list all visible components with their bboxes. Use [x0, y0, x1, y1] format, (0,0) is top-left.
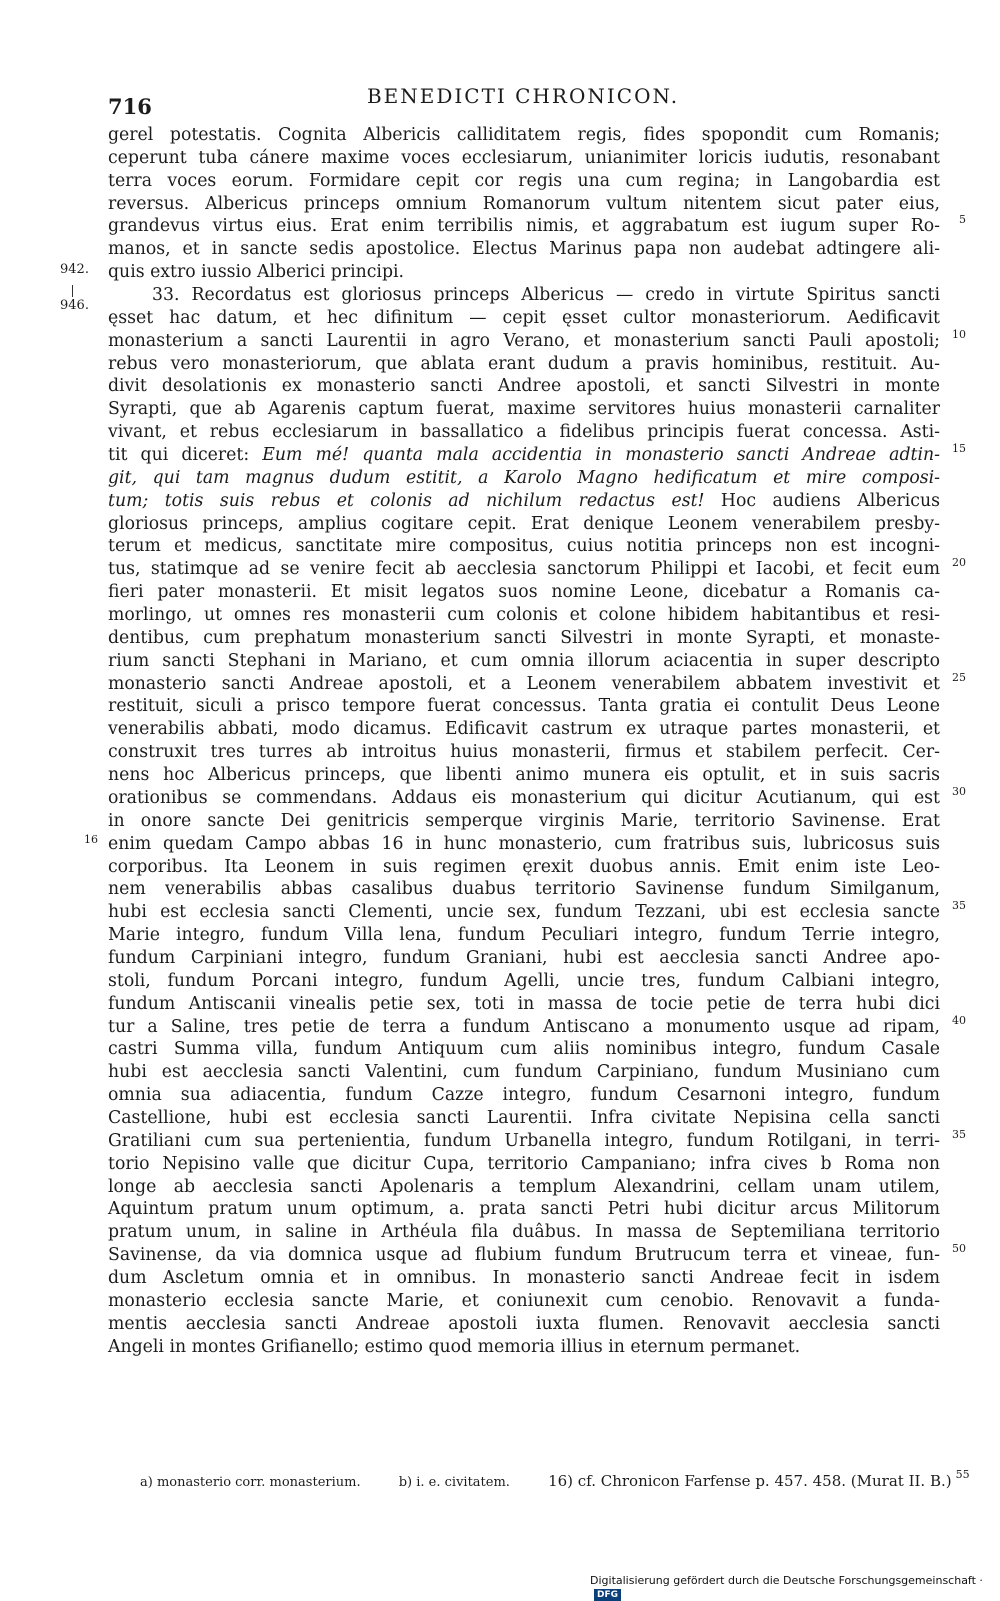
line-text: monasterio ecclesia sancte Marie, et coniunexit cum cenobio. Renovavit a funda- — [108, 1290, 940, 1311]
line-text: monasterio sancti Andreae apostoli, et a Leonem venerabilem abbatem investivit et — [108, 673, 940, 694]
text-line — [108, 1242, 966, 1267]
page-header — [108, 84, 938, 119]
text-line — [108, 1013, 966, 1039]
text-line — [108, 993, 940, 1016]
footnote-a: a) monasterio corr. monasterium. — [140, 1475, 361, 1490]
text-line — [108, 627, 940, 650]
line-text: construxit tres turres ab introitus huius monasterii, firmus et stabilem perfecit. Cer- — [108, 742, 940, 763]
text-line — [108, 947, 940, 970]
line-text: pratum unum, in saline in Arthéula fila duâbus. In massa de Septemiliana territorio — [108, 1222, 940, 1243]
line-text: nem venerabilis abbas casalibus duabus territorio Savinense fundum Similganum, — [108, 879, 940, 900]
text-line — [108, 1267, 940, 1290]
running-title: BENEDICTI CHRONICON. — [366, 84, 680, 108]
line-text: corporibus. Ita Leonem in suis regimen ęrexit duobus annis. Emit enim iste Leo- — [108, 856, 940, 877]
line-text: Syrapti, que ab Agarenis captum fuerat, maxime servitores huius monasterii carnaliter — [108, 399, 940, 420]
line-text: fieri pater monasterii. Et misit legatos suos nomine Leone, dicebatur a Romanis ca- — [108, 582, 940, 603]
line-text: dum Ascletum omnia et in omnibus. In monasterio sancti Andreae fecit in isdem — [108, 1267, 940, 1288]
line-number: 50 — [952, 1242, 966, 1256]
line-number: 30 — [952, 784, 966, 798]
line-number: 10 — [952, 327, 966, 341]
line-text: monasterium a sancti Laurentii in agro Verano, et monasterium sancti Pauli apostoli; — [108, 330, 940, 351]
line-text: divit desolationis ex monasterio sancti Andree apostoli, et sancti Silvestri in monte — [108, 376, 940, 397]
line-text: gloriosus princeps, amplius cogitare cepit. Erat denique Leonem venerabilem presby- — [108, 513, 940, 534]
line-text: Gratiliani cum sua pertenientia, fundum Urbanella integro, fundum Rotilgani, in terri- — [108, 1130, 940, 1151]
text-line — [108, 741, 940, 764]
text-line — [108, 1061, 940, 1084]
text-line — [108, 213, 966, 238]
text-line — [108, 238, 940, 261]
line-text: Aquintum pratum unum optimum, a. prata sancti Petri hubi dicitur arcus Militorum — [108, 1199, 940, 1220]
line-text: quis extro iussio Alberici principi. — [108, 262, 405, 283]
text-line — [108, 1127, 966, 1153]
text-line — [108, 327, 966, 353]
text-line — [108, 581, 940, 604]
line-text: 33. Recordatus est gloriosus princeps Albericus — credo in virtute Spiritus sancti — [152, 285, 940, 306]
text-line — [108, 1176, 940, 1199]
text-line — [108, 170, 940, 193]
text-line — [108, 490, 940, 513]
line-text: terum et medicus, sanctitate mire compositus, cuius notitia princeps non est incogni- — [108, 536, 940, 557]
text-line — [108, 1221, 940, 1244]
line-text: hubi est aecclesia sancti Valentini, cum fundum Carpiniano, fundum Musiniano cum — [108, 1062, 940, 1083]
text-line — [108, 375, 940, 398]
footnote-b: b) i. e. civitatem. — [398, 1475, 510, 1490]
line-text: rium sancti Stephani in Mariano, et cum omnia illorum aciacentia in super descripto — [108, 650, 940, 671]
text-line — [108, 970, 940, 993]
line-text: manos, et in sancte sedis apostolice. Electus Marinus papa non audebat adtingere ali- — [108, 239, 940, 260]
italic-text: Eum mé! quanta mala accidentia in monasterio sancti Andreae adtin- — [262, 445, 940, 466]
line-text: tus, statimque ad se venire fecit ab aecclesia sanctorum Philippi et Iacobi, et fecit eum — [108, 559, 940, 580]
text-line — [108, 695, 940, 718]
line-number: 15 — [952, 442, 966, 456]
text-line — [108, 1313, 940, 1336]
text-line — [108, 421, 940, 444]
footnotes — [140, 1468, 970, 1490]
text-line — [108, 1107, 940, 1130]
line-text: Savinense, da via domnica usque ad flubium fundum Brutrucum terra et vineae, fun- — [108, 1245, 940, 1266]
text-line — [108, 398, 940, 421]
text-line — [108, 124, 940, 147]
line-text: in onore sancte Dei genitricis semperque virginis Marie, territorio Savinense. Erat — [108, 810, 940, 831]
line-text: tur a Saline, tres petie de terra a fundum Antiscano a monumento usque ad ripam, — [108, 1016, 940, 1037]
text-line — [108, 810, 940, 833]
text-line — [108, 1084, 940, 1107]
line-text: enim quedam Campo abbas 16 in hunc monasterio, cum fratribus suis, lubricosus suis — [108, 833, 940, 854]
text-line — [84, 832, 940, 856]
text-line — [108, 878, 940, 901]
line-number: 20 — [952, 556, 966, 570]
line-text: reversus. Albericus princeps omnium Romanorum vultum nitentem sicut pater eius, — [108, 193, 940, 214]
line-text: restituit, siculi a prisco tempore fuerat concessus. Tanta gratia ei contulit Deus Leone — [108, 696, 940, 717]
text-line — [108, 193, 940, 216]
text-line — [108, 1336, 940, 1359]
margin-year-bar — [72, 285, 73, 297]
text-line — [108, 670, 966, 696]
line-text: ęsset hac datum, et hec difinitum — cepit ęsset cultor monasteriorum. Aedificavit — [108, 307, 940, 328]
text-line — [108, 307, 940, 330]
text-line — [108, 784, 966, 810]
text-line — [108, 650, 940, 673]
line-text: vivant, et rebus ecclesiarum in bassallatico a fidelibus principis fuerat concessa. Asti- — [108, 422, 940, 443]
line-text: fundum Carpiniani integro, fundum Graniani, hubi est aecclesia sancti Andree apo- — [108, 947, 940, 968]
left-note-number: 16 — [84, 832, 98, 846]
dfg-logo: DFG — [594, 1589, 621, 1601]
text-line — [108, 1038, 940, 1061]
line-text: morlingo, ut omnes res monasterii cum colonis et colone hibidem habitantibus et resi- — [108, 605, 940, 626]
margin-year-start: 942. — [60, 262, 89, 277]
text-line — [108, 1290, 940, 1313]
footer-text: Digitalisierung gefördert durch die Deutsche Forschungsgemeinschaft · — [590, 1574, 983, 1587]
footnote-line-number: 55 — [955, 1468, 970, 1481]
line-text: grandevus virtus eius. Erat enim terribilis nimis, et aggrabatum est iugum super Ro- — [108, 216, 940, 237]
line-text: tit qui diceret: — [108, 445, 263, 466]
line-text: rebus vero monasteriorum, que ablata erant dudum a pravis hominibus, restituit. Au- — [108, 353, 940, 374]
line-text: Angeli in montes Grifianello; estimo quod memoria illius in eternum permanet. — [108, 1336, 801, 1357]
italic-text: tum; totis suis rebus et colonis ad nichilum redactus est! — [108, 490, 705, 511]
line-text: orationibus se commendans. Addaus eis monasterium qui dicitur Acutianum, qui est — [108, 787, 940, 808]
line-text: longe ab aecclesia sancti Apolenaris a templum Alexandrini, cellam unam utilem, — [108, 1176, 940, 1197]
text-line — [108, 604, 940, 627]
text-line — [108, 1153, 940, 1176]
text-line — [108, 442, 966, 467]
text-line — [108, 513, 940, 536]
line-text: torio Nepisino valle que dicitur Cupa, territorio Campaniano; infra cives b Roma non — [108, 1153, 940, 1174]
text-line — [108, 924, 940, 947]
text-line — [108, 899, 966, 924]
margin-year-end: 946. — [60, 298, 89, 313]
text-line — [108, 261, 940, 284]
text-line — [108, 718, 940, 741]
line-text: Castellione, hubi est ecclesia sancti Laurentii. Infra civitate Nepisina cella sancti — [108, 1107, 940, 1128]
italic-text: git, qui tam magnus dudum estitit, a Karolo Magno hedificatum et mire composi- — [108, 467, 940, 488]
page-number: 716 — [108, 94, 152, 119]
line-number: 25 — [952, 670, 966, 684]
text-line — [108, 147, 940, 170]
text-line — [108, 764, 940, 787]
text-line — [108, 284, 940, 307]
line-text: omnia sua adiacentia, fundum Cazze integro, fundum Cesarnoni integro, fundum — [108, 1085, 940, 1106]
line-text: ceperunt tuba cánere maxime voces ecclesiarum, unianimiter loricis iudutis, resonabant — [108, 147, 940, 168]
line-text: venerabilis abbati, modo dicamus. Edificavit castrum ex utraque partes monasterii, et — [108, 719, 940, 740]
text-line — [108, 353, 940, 376]
chronicle-text — [84, 124, 966, 1358]
text-line — [108, 467, 940, 490]
line-text: stoli, fundum Porcani integro, fundum Agelli, uncie tres, fundum Calbiani integro, — [108, 970, 940, 991]
line-number: 40 — [952, 1013, 966, 1027]
line-text: terra voces eorum. Formidare cepit cor regis una cum regina; in Langobardia est — [108, 170, 940, 191]
digitization-footer — [590, 1574, 985, 1600]
line-text: castri Summa villa, fundum Antiquum cum aliis nominibus integro, fundum Casale — [108, 1039, 940, 1060]
line-text: fundum Antiscanii vinealis petie sex, toti in massa de tocie petie de terra hubi dici — [108, 993, 940, 1014]
line-text: gerel potestatis. Cognita Albericis calliditatem regis, fides spopondit cum Romanis; — [108, 125, 940, 145]
line-number: 35 — [952, 899, 966, 913]
line-number: 35 — [952, 1127, 966, 1141]
line-text: hubi est ecclesia sancti Clementi, uncie sex, fundum Tezzani, ubi est ecclesia sancte — [108, 902, 940, 923]
text-line — [108, 556, 966, 581]
line-text: Marie integro, fundum Villa lena, fundum Peculiari integro, fundum Terrie integro, — [108, 925, 940, 946]
text-line — [108, 535, 940, 558]
text-line — [108, 1198, 940, 1221]
text-line — [108, 856, 940, 879]
line-number: 5 — [959, 213, 966, 227]
line-text: dentibus, cum prephatum monasterium sancti Silvestri in monte Syrapti, et monaste- — [108, 627, 940, 648]
footnote-16: 16) cf. Chronicon Farfense p. 457. 458. (Murat II. B.) — [548, 1472, 952, 1490]
line-text: Hoc audiens Albericus — [704, 490, 940, 511]
line-text: mentis aecclesia sancti Andreae apostoli iuxta flumen. Renovavit aecclesia sancti — [108, 1313, 940, 1334]
line-text: nens hoc Albericus princeps, que libenti animo munera eis optulit, et in suis sacris — [108, 765, 940, 786]
